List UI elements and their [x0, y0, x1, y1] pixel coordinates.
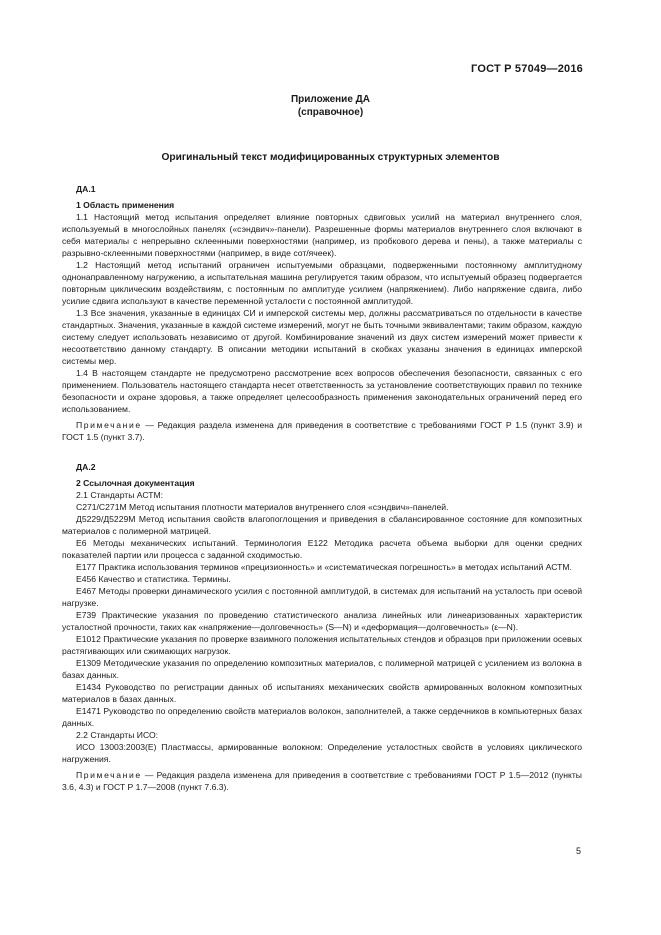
paragraph: E6 Методы механических испытаний. Терминология E122 Методика расчета объема выборки для оценки средних показателей партии или процесса с заданной сходимостью. [62, 538, 582, 560]
paragraph: E739 Практические указания по проведению статистического анализа линейных или линеаризованных характеристик усталостной прочности, таких как «напряжение—долговечность» (S—N) и «деформация—долговечность» (ε—N). [62, 610, 582, 632]
note-text: — Редакция раздела изменена для приведения в соответствие с требованиями ГОСТ Р 1.5—2012 (пункты 3.6, 4.3) и ГОСТ Р 1.7—2008 (пункт 7.6.3). [62, 770, 582, 792]
section-code: ДА.1 [76, 184, 96, 194]
page-number: 5 [575, 846, 581, 856]
section-code: ДА.2 [76, 462, 96, 472]
document-title: Оригинальный текст модифицированных структурных элементов [161, 152, 500, 163]
appendix-title: Приложение ДА [290, 94, 371, 105]
paragraph: Д5229/Д5229М Метод испытания свойств влагопоглощения и приведения в сбалансированное состояние для композитных материалов с полимерной матрицей. [62, 514, 582, 536]
paragraph: E1309 Методические указания по определению композитных материалов, с полимерной матрицей с усилением из волокна в базах данных. [62, 658, 582, 680]
note-text: — Редакция раздела изменена для приведения в соответствие с требованиями ГОСТ Р 1.5 (пункт 3.9) и ГОСТ 1.5 (пункт 3.7). [62, 420, 582, 442]
paragraph: E1434 Руководство по регистрации данных об испытаниях механических свойств армированных волокном композитных материалов в базах данных. [62, 682, 582, 704]
paragraph: E1012 Практические указания по проверке взаимного положения испытательных стендов и образцов при приложении осевых растягивающих или сжимающих нагрузок. [62, 634, 582, 656]
paragraph: ИСО 13003:2003(E) Пластмассы, армированные волокном: Определение усталостных свойств в условиях циклического нагружения. [62, 742, 582, 764]
paragraph: 2.2 Стандарты ИСО: [76, 730, 159, 740]
paragraph: 1.2 Настоящий метод испытаний ограничен испытуемыми образцами, подверженными постоянному амплитудному однонаправленному нагружению, а испытательная машина регулируется таким образом, что испытуемый образец подвергается повторным циклическим воздействиям, с постоянным по амплитуде усилием (напряжением). Либо напряжение сдвига, либо усилие сдвига используют в качестве переменной усталости с постоянной амплитудой. [62, 260, 582, 306]
section-heading: 1 Область применения [76, 200, 175, 210]
note [62, 769, 582, 793]
note [62, 419, 582, 443]
paragraph: C271/C271M Метод испытания плотности материалов внутреннего слоя «сэндвич»-панелей. [76, 502, 449, 512]
paragraph: 2.1 Стандарты АСТМ: [76, 490, 164, 500]
paragraph: 1.1 Настоящий метод испытания определяет влияние повторных сдвиговых усилий на материал внутреннего слоя, используемый в многослойных панелях («сэндвич»-панели). Разрешенные формы материалов внутреннего слоя включают в себя материалы с непрерывно склеенными поверхностями (например, из пробкового дерева и пены), а также материалы с разрывно-склеенными поверхностями (например, в виде сот/ячеек). [62, 212, 582, 258]
appendix-subtitle: (справочное) [297, 107, 364, 118]
document-body [62, 183, 582, 793]
paragraph: E467 Методы проверки динамического усилия с постоянной амплитудой, в системах для испытаний на усталость при осевой нагрузке. [62, 586, 582, 608]
appendix-heading [0, 93, 661, 119]
paragraph: 1.3 Все значения, указанные в единицах СИ и имперской системы мер, должны рассматриваться по отдельности в качестве стандартных. Значения, указанные в каждой системе измерений, могут не быть точными эквивалентами; таким образом, каждую систему следует использовать независимо от другой. Комбинирование значений из двух систем измерений может привести к несоответствию данному стандарту. В описании методики испытаний в скобках указаны значения в единицах имперской системы мер. [62, 308, 582, 366]
note-label: Примечание [76, 420, 142, 430]
document-number: ГОСТ Р 57049—2016 [471, 63, 583, 75]
note-label: Примечание [76, 770, 142, 780]
paragraph: E456 Качество и статистика. Термины. [76, 574, 231, 584]
paragraph: 1.4 В настоящем стандарте не предусмотрено рассмотрение всех вопросов обеспечения безопасности, связанных с его применением. Пользователь настоящего стандарта несет ответственность за установление соответствующих правил по технике безопасности и охране здоровья, а также определяет целесообразность применения законодательных ограничений перед его использованием. [62, 368, 582, 414]
paragraph: E1471 Руководство по определению свойств материалов волокон, заполнителей, а также сердечников в компьютерных базах данных. [62, 706, 582, 728]
paragraph: E177 Практика использования терминов «прецизионность» и «систематическая погрешность» в методах испытаний АСТМ. [76, 562, 572, 572]
section-heading: 2 Ссылочная документация [76, 478, 195, 488]
